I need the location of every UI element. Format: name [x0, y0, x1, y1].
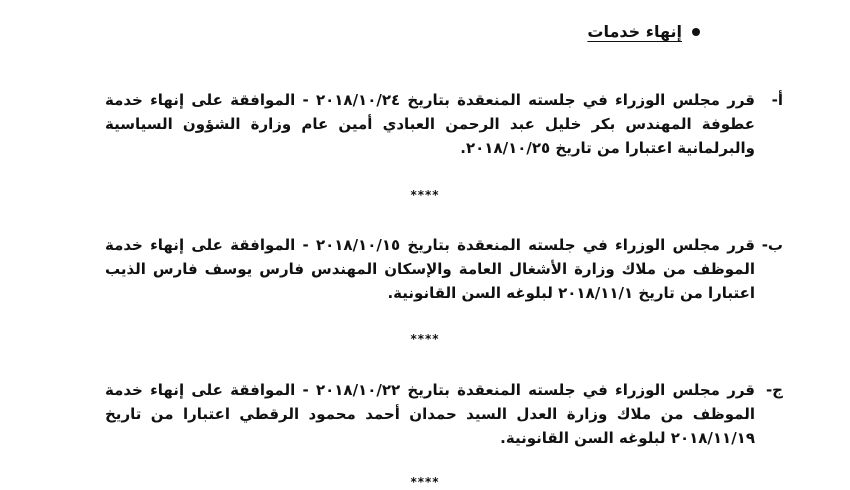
separator-1: ****	[410, 188, 440, 202]
item-text-a: قرر مجلس الوزراء في جلسته المنعقدة بتاريخ ٢٠١٨/١٠/٢٤ - الموافقة على إنهاء خدمة عطوفة المهندس بكر خليل عبد الرحمن العبادي أمين عام وزارة الشؤون السياسية والبرلمانية اعتبارا من تاريخ ٢٠١٨/١٠/٢٥.	[105, 91, 755, 157]
decision-item-a	[105, 88, 783, 160]
bullet-icon	[692, 28, 700, 36]
item-letter-b: ب-	[761, 236, 783, 254]
decision-item-b	[105, 233, 783, 305]
item-text-b: قرر مجلس الوزراء في جلسته المنعقدة بتاريخ ٢٠١٨/١٠/١٥ - الموافقة على إنهاء خدمة الموظف من ملاك وزارة الأشغال العامة والإسكان المهندس فارس يوسف فارس الذيب اعتبارا من تاريخ ٢٠١٨/١١/١ لبلوغه السن القانونية.	[105, 236, 755, 302]
item-letter-c: ج-	[765, 381, 783, 399]
separator-3: ****	[410, 475, 440, 489]
section-heading	[587, 22, 700, 41]
separator-2: ****	[410, 332, 440, 346]
item-letter-a: أ-	[771, 91, 783, 109]
item-text-c: قرر مجلس الوزراء في جلسته المنعقدة بتاريخ ٢٠١٨/١٠/٢٢ - الموافقة على إنهاء خدمة الموظف من ملاك وزارة العدل السيد حمدان أحمد محمود الرقطي اعتبارا من تاريخ ٢٠١٨/١١/١٩ لبلوغه السن القانونية.	[105, 381, 755, 447]
section-heading-text: إنهاء خدمات	[587, 22, 682, 41]
decision-item-c	[105, 378, 783, 450]
